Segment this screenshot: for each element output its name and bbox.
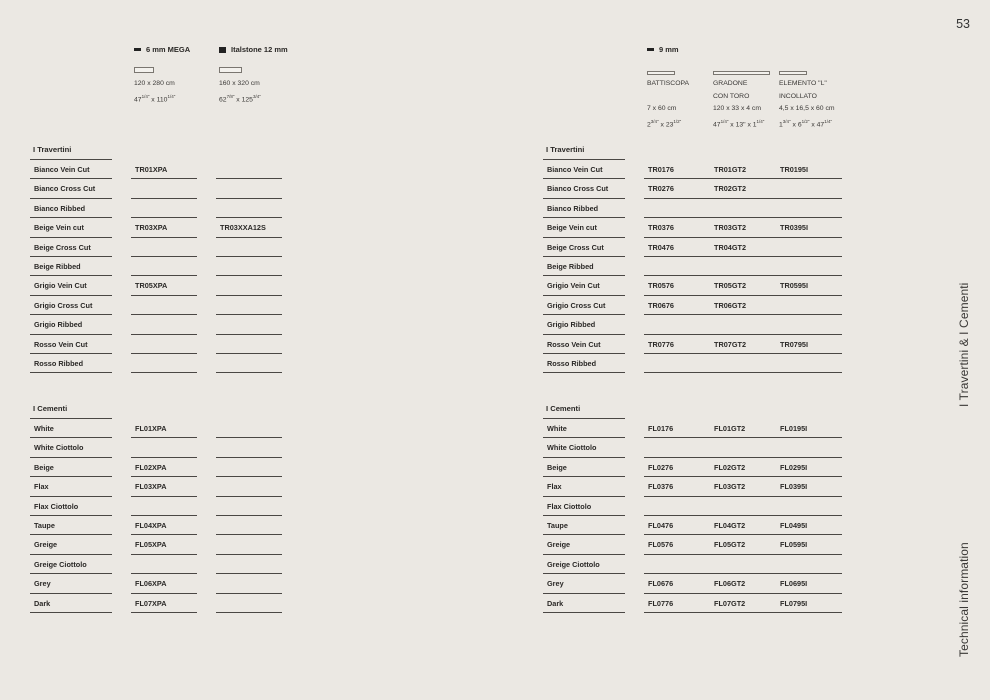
product-code-cell: TR0476 [644, 238, 710, 257]
product-name-cell: Grigio Vein Cut [30, 276, 112, 295]
product-code-cell: TR0376 [644, 218, 710, 237]
thin-slab-marker-icon [134, 48, 141, 51]
product-name-cell: Greige Ciottolo [543, 555, 625, 574]
product-name-cell: Flax Ciottolo [543, 497, 625, 516]
product-name-cell: Grigio Cross Cut [30, 296, 112, 315]
product-code-cell [710, 257, 776, 276]
product-name-cell: White [30, 419, 112, 438]
product-code-cell [710, 199, 776, 218]
product-code-cell [131, 315, 197, 334]
product-code-cell [216, 296, 282, 315]
product-code-cell [131, 497, 197, 516]
product-name-cell: Beige [30, 458, 112, 477]
product-name-cell: Flax [543, 477, 625, 496]
product-code-cell [216, 335, 282, 354]
product-code-cell: TR0795I [776, 335, 842, 354]
product-code-cell: FL0695I [776, 574, 842, 593]
product-code-cell: TR03XXA12S [216, 218, 282, 237]
product-code-cell [216, 594, 282, 613]
product-code-cell [644, 199, 710, 218]
product-code-cell: FL0295I [776, 458, 842, 477]
thick-slab-marker-icon [219, 47, 226, 53]
format-swatch-icon [134, 67, 154, 73]
product-name-cell: Grigio Cross Cut [543, 296, 625, 315]
product-code-cell: FL0676 [644, 574, 710, 593]
section-title-left-cementi: I Cementi [33, 404, 68, 413]
product-code-cell [776, 257, 842, 276]
product-code-cell: TR0776 [644, 335, 710, 354]
product-code-cell [710, 497, 776, 516]
product-code-cell: FL07XPA [131, 594, 197, 613]
product-code-cell: FL0776 [644, 594, 710, 613]
product-code-cell [216, 516, 282, 535]
product-code-cell: TR0595I [776, 276, 842, 295]
product-code-cell: FL0276 [644, 458, 710, 477]
product-name-cell: Rosso Vein Cut [30, 335, 112, 354]
product-code-cell [131, 199, 197, 218]
product-code-cell: FL0595I [776, 535, 842, 554]
product-code-cell: FL02XPA [131, 458, 197, 477]
product-code-cell [131, 238, 197, 257]
product-name-cell: Rosso Ribbed [543, 354, 625, 373]
product-name-cell: Grey [30, 574, 112, 593]
product-code-cell [710, 555, 776, 574]
product-code-cell [644, 315, 710, 334]
gradone-swatch-icon [713, 71, 770, 75]
format-header-9mm: 9 mm [647, 45, 679, 54]
product-code-cell: FL0195I [776, 419, 842, 438]
product-code-cell [776, 296, 842, 315]
product-name-cell: Beige Cross Cut [30, 238, 112, 257]
product-name-cell: White [543, 419, 625, 438]
product-code-cell: TR05GT2 [710, 276, 776, 295]
product-code-cell: TR0276 [644, 179, 710, 198]
product-code-cell [216, 497, 282, 516]
product-code-cell [131, 555, 197, 574]
product-code-cell: TR03XPA [131, 218, 197, 237]
format-spec-6mm: 120 x 280 cm $47^{1/4"}$ x $110^{1/4"}$ [134, 80, 176, 103]
product-code-cell: TR0195I [776, 160, 842, 179]
product-name-cell: Beige Ribbed [543, 257, 625, 276]
product-name-cell: Bianco Cross Cut [543, 179, 625, 198]
format-spec-12mm: 160 x 320 cm $62^{7/8"}$ x $125^{3/4"}$ [219, 80, 261, 103]
product-code-cell [776, 315, 842, 334]
thin-slab-marker-icon [647, 48, 654, 51]
product-code-cell: FL05GT2 [710, 535, 776, 554]
page-number: 53 [956, 17, 970, 31]
product-code-cell [216, 438, 282, 457]
product-code-cell: FL02GT2 [710, 458, 776, 477]
product-code-cell [216, 257, 282, 276]
product-code-cell [131, 257, 197, 276]
product-code-cell: FL01XPA [131, 419, 197, 438]
product-code-cell [644, 438, 710, 457]
product-code-cell: TR01XPA [131, 160, 197, 179]
product-code-cell: TR04GT2 [710, 238, 776, 257]
product-code-cell [216, 199, 282, 218]
product-code-cell: TR05XPA [131, 276, 197, 295]
format-spec-elemento: ELEMENTO "L" INCOLLATO 4,5 x 16,5 x 60 cm $1^{3/4"}$ x $6^{1/2"}$ x $47^{1/4"}$ [779, 80, 835, 128]
product-code-cell [776, 438, 842, 457]
product-code-cell [216, 179, 282, 198]
product-code-cell: TR03GT2 [710, 218, 776, 237]
product-name-cell: Flax [30, 477, 112, 496]
product-name-cell: White Ciottolo [30, 438, 112, 457]
product-code-cell [216, 160, 282, 179]
product-code-cell [216, 555, 282, 574]
product-name-cell: Grey [543, 574, 625, 593]
product-code-cell [216, 354, 282, 373]
product-name-cell: Bianco Cross Cut [30, 179, 112, 198]
product-code-cell [776, 179, 842, 198]
product-name-cell: Beige Vein cut [543, 218, 625, 237]
product-code-cell: FL06XPA [131, 574, 197, 593]
product-code-cell: FL04GT2 [710, 516, 776, 535]
product-code-cell [216, 477, 282, 496]
product-code-cell: TR0176 [644, 160, 710, 179]
product-code-cell [776, 555, 842, 574]
product-code-cell [644, 257, 710, 276]
product-name-cell: Beige Ribbed [30, 257, 112, 276]
section-title-right-cementi: I Cementi [546, 404, 581, 413]
product-name-cell: Bianco Vein Cut [30, 160, 112, 179]
product-name-cell: Dark [543, 594, 625, 613]
product-code-cell [131, 438, 197, 457]
product-code-cell: TR0395I [776, 218, 842, 237]
product-name-cell: Greige Ciottolo [30, 555, 112, 574]
product-code-cell: FL0395I [776, 477, 842, 496]
product-name-cell: Beige Vein cut [30, 218, 112, 237]
product-name-cell: Beige [543, 458, 625, 477]
product-code-cell [710, 438, 776, 457]
product-code-cell: FL06GT2 [710, 574, 776, 593]
side-label-chapter: Technical information [957, 542, 971, 657]
product-code-cell: FL0376 [644, 477, 710, 496]
product-name-cell: White Ciottolo [543, 438, 625, 457]
product-code-cell [710, 354, 776, 373]
product-code-cell [216, 238, 282, 257]
product-code-cell [131, 335, 197, 354]
format-header-6mm-mega: 6 mm MEGA [134, 45, 190, 54]
product-name-cell: Taupe [30, 516, 112, 535]
product-name-cell: Beige Cross Cut [543, 238, 625, 257]
product-name-cell: Greige [30, 535, 112, 554]
format-spec-battiscopa: BATTISCOPA 7 x 60 cm $2^{3/4"}$ x $23^{1/2"}$ [647, 80, 690, 128]
format-swatch-icon [219, 67, 242, 73]
product-code-cell: TR0576 [644, 276, 710, 295]
product-code-cell [216, 419, 282, 438]
battiscopa-swatch-icon [647, 71, 675, 75]
product-code-cell: FL0795I [776, 594, 842, 613]
section-title-left-travertini: I Travertini [33, 145, 72, 154]
product-code-cell [216, 458, 282, 477]
product-code-cell [776, 497, 842, 516]
product-code-cell: FL04XPA [131, 516, 197, 535]
product-code-cell [216, 315, 282, 334]
product-code-cell: TR06GT2 [710, 296, 776, 315]
product-code-cell [644, 497, 710, 516]
product-code-cell [776, 199, 842, 218]
product-code-cell: FL03GT2 [710, 477, 776, 496]
product-code-cell [776, 354, 842, 373]
product-code-cell [131, 296, 197, 315]
product-name-cell: Rosso Vein Cut [543, 335, 625, 354]
product-code-cell: TR0676 [644, 296, 710, 315]
product-code-cell: FL0176 [644, 419, 710, 438]
product-name-cell: Taupe [543, 516, 625, 535]
product-name-cell: Bianco Ribbed [543, 199, 625, 218]
product-code-cell [216, 574, 282, 593]
product-code-cell: FL0576 [644, 535, 710, 554]
product-name-cell: Grigio Ribbed [30, 315, 112, 334]
product-name-cell: Flax Ciottolo [30, 497, 112, 516]
product-name-cell: Grigio Vein Cut [543, 276, 625, 295]
product-name-cell: Dark [30, 594, 112, 613]
product-code-cell [131, 179, 197, 198]
product-code-cell: FL0495I [776, 516, 842, 535]
elemento-swatch-icon [779, 71, 807, 75]
product-code-cell: TR07GT2 [710, 335, 776, 354]
product-code-cell: FL05XPA [131, 535, 197, 554]
product-code-cell: FL0476 [644, 516, 710, 535]
product-name-cell: Greige [543, 535, 625, 554]
product-code-cell [644, 354, 710, 373]
product-code-cell: TR02GT2 [710, 179, 776, 198]
product-code-cell [216, 276, 282, 295]
product-name-cell: Rosso Ribbed [30, 354, 112, 373]
product-code-cell [710, 315, 776, 334]
product-name-cell: Bianco Ribbed [30, 199, 112, 218]
product-code-cell [776, 238, 842, 257]
format-spec-gradone: GRADONE CON TORO 120 x 33 x 4 cm $47^{1/4"}$ x 13" x $1^{1/4"}$ [713, 80, 765, 128]
product-code-cell: TR01GT2 [710, 160, 776, 179]
side-label-section: I Travertini & I Cementi [957, 282, 971, 407]
product-code-cell [216, 535, 282, 554]
product-name-cell: Bianco Vein Cut [543, 160, 625, 179]
product-code-cell [131, 354, 197, 373]
section-title-right-travertini: I Travertini [546, 145, 585, 154]
product-code-cell: FL01GT2 [710, 419, 776, 438]
format-header-italstone-12mm: Italstone 12 mm [219, 45, 288, 54]
product-name-cell: Grigio Ribbed [543, 315, 625, 334]
product-code-cell: FL07GT2 [710, 594, 776, 613]
product-code-cell: FL03XPA [131, 477, 197, 496]
product-code-cell [644, 555, 710, 574]
